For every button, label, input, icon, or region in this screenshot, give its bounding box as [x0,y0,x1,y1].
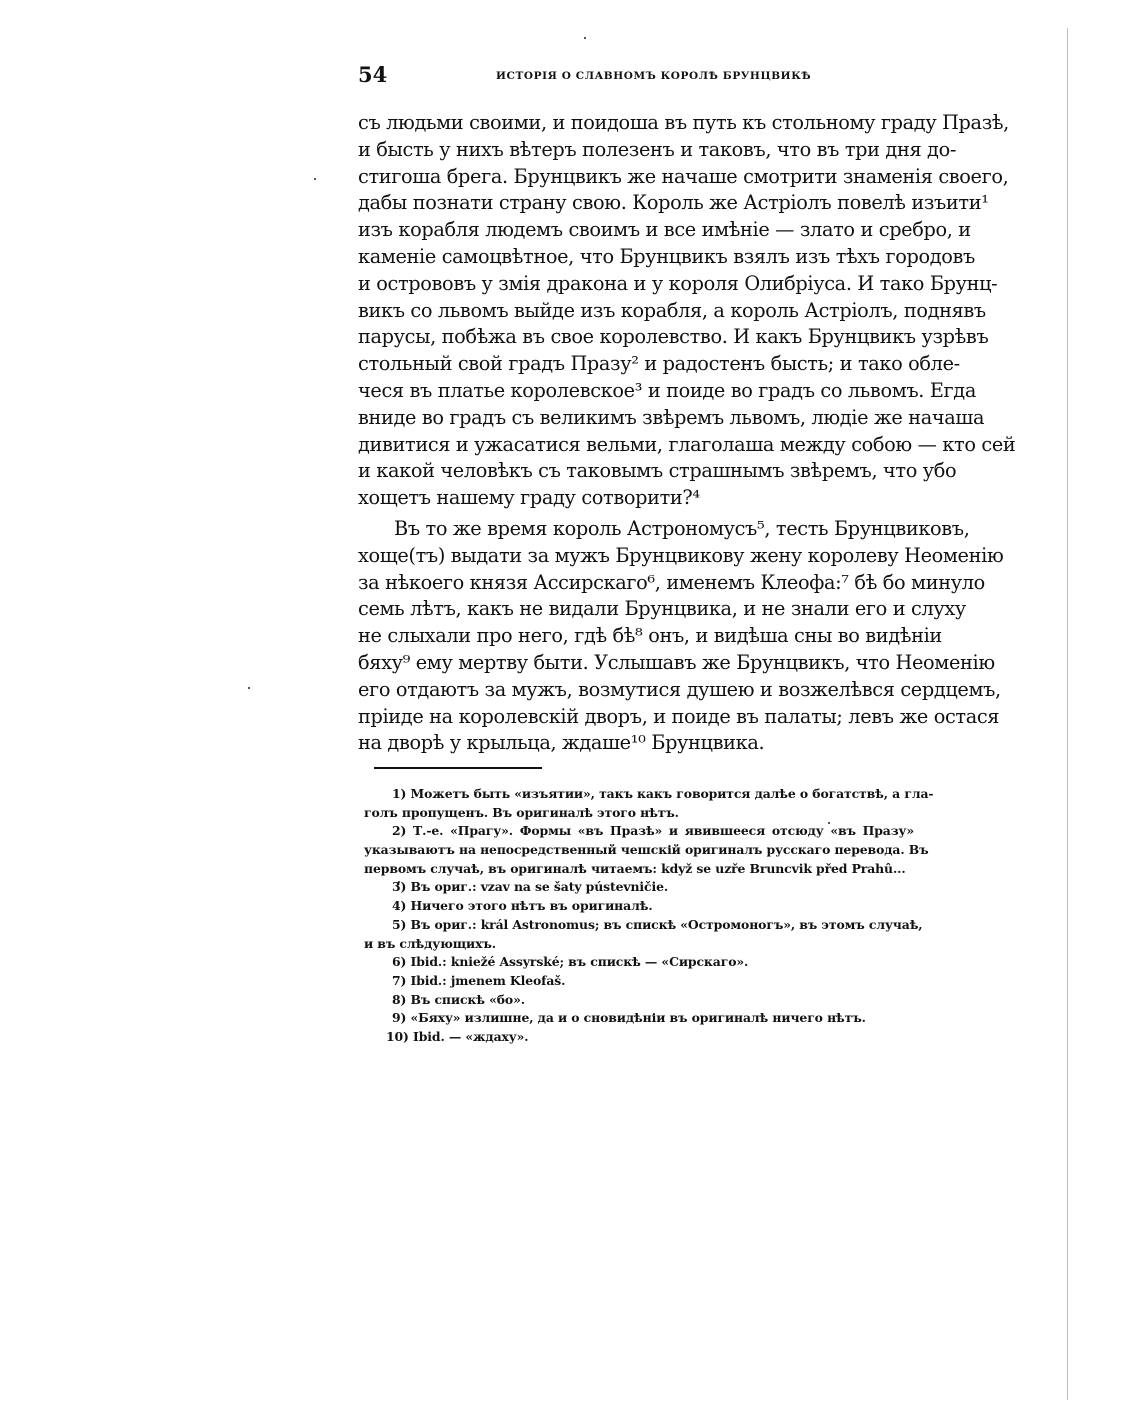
text-line: и острововъ у змія дракона и у короля Олибріуса. И тако Брунц- [358,271,998,295]
text-line: дабы познати страну свою. Король же Астріолъ повелѣ изъити¹ [358,191,989,215]
speck [314,178,316,180]
text-line: дивитися и ужасатися вельми, глаголаша между собою — кто сей [358,432,1016,456]
page-header [358,62,914,88]
footnote-line: 7) Ibid.: jmenem Kleofaš. [392,972,566,988]
text-line: каменіе самоцвѣтное, что Брунцвикъ взялъ изъ тѣхъ городовъ [358,244,975,268]
text-line: пріиде на королевскій дворъ, и поиде въ палаты; левъ же остася [358,704,1000,728]
text-line: изъ корабля людемъ своимъ и все имѣніе — злато и сребро, и [358,218,971,242]
text-line: и какой человѣкъ съ таковымъ страшнымъ звѣремъ, что убо [358,459,957,483]
footnote-line: указываютъ на непосредственный чешскій оригиналъ русскаго перевода. Въ [364,842,929,858]
text-line: хоще(тъ) выдати за мужъ Брунцвикову жену королеву Неоменію [358,543,1004,567]
footnote-line: и въ слѣдующихъ. [364,935,497,951]
text-line: не слыхали про него, гдѣ бѣ⁸ онъ, и видѣша сны во видѣніи [358,624,942,648]
footnote-line: 5) Въ ориг.: král Astronomus; въ спискѣ «Остромоногъ», въ этомъ случаѣ, [392,916,923,932]
text-line: хощетъ нашему граду сотворити?⁴ [358,486,700,510]
text-line: стольный свой градъ Празу² и радостенъ бысть; и тако обле- [358,352,960,376]
footnote-line: первомъ случаѣ, въ оригиналѣ читаемъ: když se uzře Bruncvik před Prahû... [364,860,906,876]
text-line: парусы, побѣжа въ свое королевство. И какъ Брунцвикъ узрѣвъ [358,325,989,349]
footnote-line: 8) Въ спискѣ «бо». [392,991,525,1007]
text-line: викъ со львомъ выйде изъ корабля, а король Астріолъ, поднявъ [358,298,986,322]
text-line: бяху⁹ ему мертву быти. Услышавъ же Брунцвикъ, что Неоменію [358,650,995,674]
text-line: Въ то же время король Астрономусъ⁵, тесть Брунцвиковъ, [394,516,970,540]
text-line: съ людьми своими, и поидоша въ путь къ стольному граду Празѣ, [358,111,1009,134]
footnote-line: 3) Въ ориг.: vzav na se šaty pústevničie. [392,879,669,895]
speck [584,37,586,39]
page-edge-line [1067,28,1068,1400]
text-line: на дворѣ у крыльца, ждаше¹⁰ Брунцвика. [358,731,765,755]
text-line: стигоша брега. Брунцвикъ же начаше смотрити знаменія своего, [358,164,1009,188]
text-line: его отдаютъ за мужъ, возмутися душею и возжелѣвся сердцемъ, [358,677,1001,701]
footnote-line: 1) Можетъ быть «изъятии», такъ какъ говорится далѣе о богатствѣ, а гла- [392,786,934,801]
footnote-separator [374,767,542,769]
text-line: и бысть у нихъ вѣтеръ полезенъ и таковъ, что въ три дня до- [358,137,956,161]
footnote-line: 2) Т.-е. «Прагу». Формы «въ Празѣ» и явившееся отсюду «въ Празу» [392,823,914,839]
footnotes [364,785,934,1047]
text-line: за нѣкоего князя Ассирскаго⁶, именемъ Клеофа:⁷ бѣ бо минуло [358,570,985,594]
text-line: семь лѣтъ, какъ не видали Брунцвика, и не знали его и слуху [358,597,966,621]
text-line: чеся въ платье королевское³ и поиде во градъ со львомъ. Егда [358,378,976,402]
footnote-line: 10) Ibid. — «ждаху». [386,1028,529,1044]
running-title: ИСТОРІЯ О СЛАВНОМЪ КОРОЛѢ БРУНЦВИКѢ [496,70,812,82]
text-line: вниде во градъ съ великимъ звѣремъ львомъ, людіе же начаша [358,405,985,429]
footnote-line: 6) Ibid.: kniežé Assyrské; въ спискѣ — «Сирскаго». [392,954,749,970]
footnote-line: 9) «Бяху» излишне, да и о сновидѣніи въ оригиналѣ ничего нѣтъ. [392,1010,866,1026]
footnote-line: голъ пропущенъ. Въ оригиналѣ этого нѣтъ. [364,804,679,820]
footnote-line: 4) Ничего этого нѣтъ въ оригиналѣ. [392,898,653,914]
page-number: 54 [358,62,388,87]
body-text [358,110,1016,757]
speck [248,687,250,689]
